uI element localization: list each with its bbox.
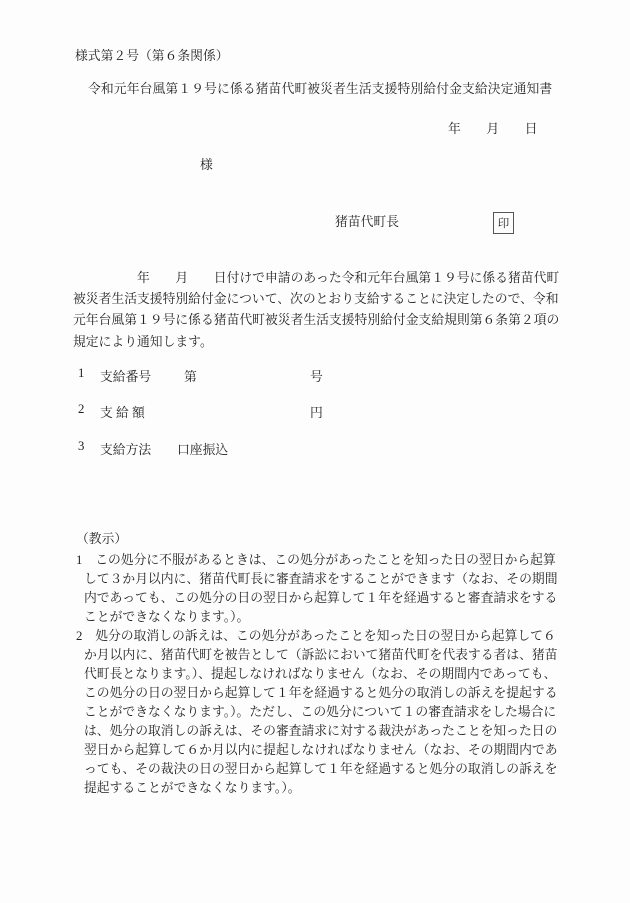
kyoji-line: か月以内に、猪苗代町を被告として（訴訟において猪苗代町を代表する者は、猪苗: [84, 648, 558, 662]
item-label: 支給番号: [100, 370, 152, 384]
item-label: 支 給 額: [100, 406, 145, 420]
kyoji-line: この処分の日の翌日から起算して１年を経過すると処分の取消しの訴えを提起する: [84, 686, 558, 700]
issuer-title: 猪苗代町長: [335, 215, 399, 229]
item-number: 1: [78, 366, 85, 380]
item-row-payment-method: [0, 439, 630, 455]
item-value: 口座振込: [177, 443, 229, 457]
seal-box: [493, 212, 514, 234]
kyoji-line: 提起することができなくなります。）。: [84, 781, 301, 795]
body-line: 元年台風第１９号に係る猪苗代町被災者生活支援特別給付金支給規則第６条第２項の: [73, 313, 560, 328]
kyoji-line: っても、その裁決の日の翌日から起算して１年を経過すると処分の取消しの訴えを: [84, 762, 558, 776]
kyoji-line: 翌日から起算して６か月以内に提起しなければなりません（なお、その期間内であ: [84, 743, 558, 757]
kyoji-line: ことができなくなります。）。ただし、この処分について１の審査請求をした場合に: [84, 705, 557, 719]
kyoji-line: 1 この処分に不服があるときは、この処分があったことを知った日の翌日から起算: [76, 553, 556, 567]
body-line: 規定により通知します。: [73, 334, 213, 349]
kyoji-line: して３か月以内に、猪苗代町長に審査請求をすることができます（なお、その期間: [84, 572, 558, 586]
kyoji-line: ことができなくなります。）。: [84, 610, 250, 624]
item-label: 支給方法: [100, 443, 152, 457]
addressee-honorific: 様: [200, 158, 213, 172]
item-value-suffix: 号: [310, 370, 323, 384]
body-line: 年 月 日付けで申請のあった令和元年台風第１９号に係る猪苗代町: [137, 271, 560, 285]
item-value-suffix: 円: [310, 406, 323, 420]
seal-label: 印: [497, 218, 510, 230]
notification-body: [73, 268, 565, 353]
body-line: 被災者生活支援特別給付金について、次のとおり支給することに決定したので、令和: [73, 292, 559, 307]
kyoji-line: 代町長となります。）、提起しなければなりません（なお、その期間内であっても、: [84, 667, 557, 681]
form-number: 様式第２号（第６条関係）: [75, 49, 229, 63]
kyoji-line: は、処分の取消しの訴えは、その審査請求に対する裁決があったことを知った日の: [84, 724, 558, 738]
kyoji-line: 2 処分の取消しの訴えは、この処分があったことを知った日の翌日から起算して６: [76, 629, 556, 643]
document-title: 令和元年台風第１９号に係る猪苗代町被災者生活支援特別給付金支給決定通知書: [88, 82, 553, 96]
item-value-prefix: 第: [184, 370, 197, 384]
item-row-payment-number: [0, 366, 630, 382]
item-number: 2: [78, 402, 85, 416]
date-line: 年 月 日: [448, 122, 538, 136]
kyoji-heading: （教示）: [76, 532, 128, 546]
kyoji-section: [73, 551, 573, 798]
kyoji-line: 内であっても、この処分の日の翌日から起算して１年を経過すると審査請求をする: [84, 591, 558, 605]
item-row-payment-amount: [0, 402, 630, 418]
item-number: 3: [78, 439, 85, 453]
